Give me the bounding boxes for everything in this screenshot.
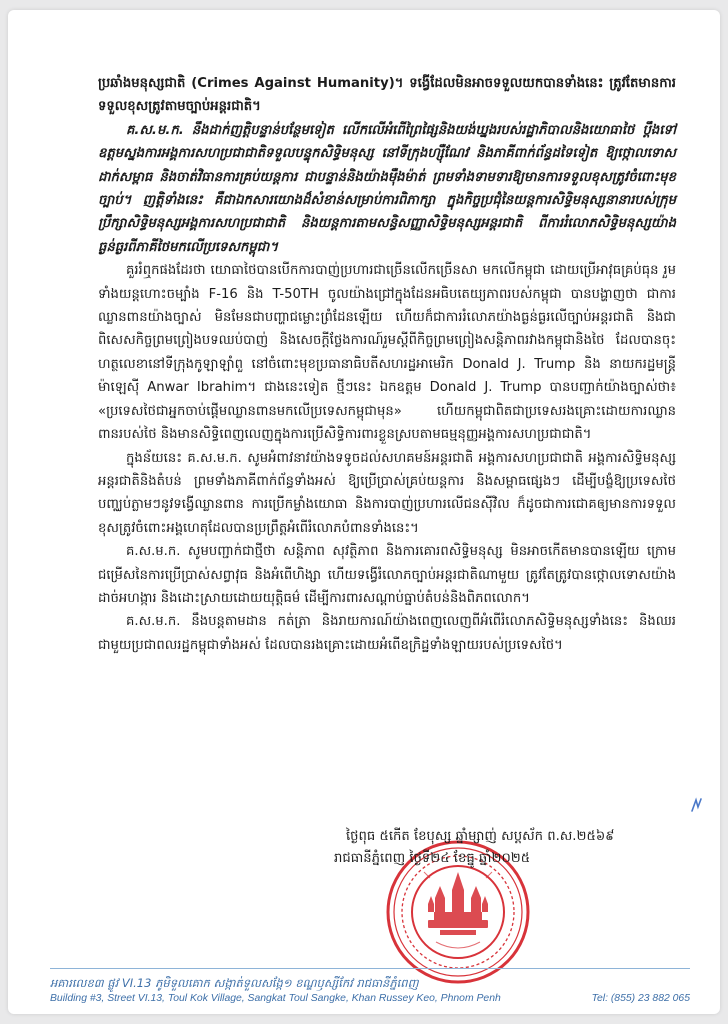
paragraph-intro: ប្រឆាំងមនុស្សជាតិ (Crimes Against Humanity)។ ទង្វើដែលមិនអាចទទួលយកបានទាំងនេះ ត្រូវតែមានការទទួលខុសត្រូវតាមច្បាប់អន្តរជាតិ។ (98, 76, 676, 115)
date-block (334, 826, 684, 870)
paragraph-monitoring: គ.ស.ម.ក. នឹងបន្តតាមដាន កត់ត្រា និងរាយការណ៍យ៉ាងពេញលេញពីអំពើរំលោភសិទ្ធិមនុស្សទាំងនេះ និងឈរជាមួយប្រជាពលរដ្ឋកម្ពុជាទាំងអស់ ដែលបានរងគ្រោះដោយអំពើឧក្រិដ្ឋទាំងឡាយរបស់ប្រទេសថៃ។ (98, 614, 676, 653)
footer-contact-row (50, 991, 690, 1009)
paragraph-reaffirm: គ.ស.ម.ក. សូមបញ្ជាក់ជាថ្មីថា សន្តិភាព សុវត្ថិភាព និងការគោរពសិទ្ធិមនុស្ស មិនអាចកើតមានបានឡើយ ក្រោមជម្រើសនៃការប្រើប្រាស់សព្វាវុធ និងអំពើហិង្សា ហើយទង្វើរំលោភច្បាប់អន្តរជាតិណាមួយ ត្រូវតែត្រូវបានថ្កោលទោសយ៉ាងដាច់អហង្ការ និងដោះស្រាយដោយយុត្តិធម៌ ដើម្បីការពារសណ្ដាប់ធ្នាប់តំបន់និងពិភពលោក។ (98, 544, 676, 606)
paragraph-military-attacks: គួររំឮកផងដែរថា យោធាថៃបានបើកការបាញ់ប្រហារជាច្រើនលើកច្រើនសា មកលើកម្ពុជា ដោយប្រើអាវុធគ្រប់ធុន រួមទាំងយន្តហោះចម្បាំង F-16 និង T-50TH ចូលយ៉ាងជ្រៅក្នុងដែនអធិបតេយ្យភាពរបស់កម្ពុជា បានបង្ហាញថា ជាការឈ្លានពានយ៉ាងច្បាស់ មិនមែនជាបញ្ហាជម្លោះព្រំដែនឡើយ ហើយក៏ជាការរំលោភយ៉ាងធ្ងន់ធ្ងរលើច្បាប់អន្តរជាតិ និងជាពិសេសកិច្ចព្រមព្រៀងបទឈប់បាញ់ និងសេចក្ដីថ្លែងការណ៍រួមស្ដីពីកិច្ចព្រមព្រៀងសន្តិភាពរវាងកម្ពុជានិងថៃ ដែលបានចុះហត្ថលេខានៅទីក្រុងកូឡាឡាំពួ នៅចំពោះមុខប្រធានាធិបតីសហរដ្ឋអាមេរិក Donald J. Trump និង នាយករដ្ឋមន្ត្រីម៉ាឡេស៊ី Anwar Ibrahim។ ជាងនេះទៀត ថ្មីៗនេះ ឯកឧត្តម Donald J. Trump បានបញ្ជាក់យ៉ាងច្បាស់ថា៖ «ប្រទេសថៃជាអ្នកចាប់ផ្ដើមឈ្លានពានមកលើប្រទេសកម្ពុជាមុន» ហើយកម្ពុជាពិតជាប្រទេសរងគ្រោះដោយការឈ្លានពានរបស់ថៃ និងមានសិទ្ធិពេញលេញក្នុងការប្រើសិទ្ធិការពារខ្លួនស្របតាមធម្មនុញ្ញអង្គការសហប្រជាជាតិ។ (98, 263, 676, 443)
footer-telephone: Tel: (855) 23 882 065 (591, 993, 690, 1004)
paragraph-petition: គ.ស.ម.ក. នឹងដាក់ញត្តិបន្ទាន់បន្ថែមទៀត លើកលើអំពើព្រៃផ្សៃនិងយង់ឃ្នងរបស់រដ្ឋាភិបាលនិងយោធាថៃ ប្ដឹងទៅឧត្ដមស្នងការអង្គការសហប្រជាជាតិទទួលបន្ទុកសិទ្ធិមនុស្ស នៅទីក្រុងហ្ស៊ឺណែវ និងភាគីពាក់ព័ន្ធដទៃទៀត ឱ្យថ្កោលទោស ដាក់សម្ពាធ និងចាត់វិធានការគ្រប់យន្តការ ជាបន្ទាន់និងយ៉ាងម៉ឺងម៉ាត់ ព្រមទាំងទាមទារឱ្យមានការទទួលខុសត្រូវចំពោះមុខច្បាប់។ ញត្តិទាំងនេះ គឺជាឯកសារយោងដ៏សំខាន់សម្រាប់ការពិភាក្សា ក្នុងកិច្ចប្រជុំនៃយន្តការសិទ្ធិមនុស្សនានារបស់ក្រុមប្រឹក្សាសិទ្ធិមនុស្សអង្គការសហប្រជាជាតិ និងយន្តការតាមសន្ធិសញ្ញាសិទ្ធិមនុស្សអន្តរជាតិ ពីការរំលោភសិទ្ធិមនុស្សយ៉ាងធ្ងន់ធ្ងរពីភាគីថៃមកលើប្រទេសកម្ពុជា។ (98, 122, 676, 255)
document-body (98, 72, 676, 657)
letterhead-footer (50, 968, 690, 1009)
footer-address-english: Building #3, Street VI.13, Toul Kok Village, Sangkat Toul Sangke, Khan Russey Keo, Phnom Penh (50, 993, 501, 1004)
pen-mark-icon (690, 797, 704, 813)
paragraph-appeal: ក្នុងន័យនេះ គ.ស.ម.ក. សូមអំពាវនាវយ៉ាងទទូចដល់សហគមន៍អន្តរជាតិ អង្គការសហប្រជាជាតិ អង្គការសិទ្ធិមនុស្សអន្តរជាតិនិងតំបន់ ព្រមទាំងភាគីពាក់ព័ន្ធទាំងអស់ ឱ្យប្រើប្រាស់គ្រប់យន្តការ និងសម្ពាធផ្សេងៗ ដើម្បីបង្ខំឱ្យប្រទេសថៃបញ្ឈប់ភ្លាមៗនូវទង្វើឈ្លានពាន ការប្រើកម្លាំងយោធា និងការបាញ់ប្រហារលើជនស៊ីវិល ក៏ដូចជាការជោគឲ្យមានការទទួលខុសត្រូវចំពោះអង្គហេតុដែលបានប្រព្រឹត្តអំពើរំលោភបំពានទាំងនេះ។ (98, 450, 676, 536)
solar-date: រាជធានីភ្នំពេញ ថ្ងៃទី២៤ ខែធ្នូ ឆ្នាំ២០២៥ (334, 851, 531, 866)
footer-address-khmer: អគារលេខ៣ ផ្លូវ VI.13 ភូមិទួលគោក សង្កាត់ទួលសង្កែ១ ខណ្ឌឫស្សីកែវ រាជធានីភ្នំពេញ (50, 976, 419, 990)
document-page (8, 10, 720, 1014)
lunar-date: ថ្ងៃពុធ ៥កើត ខែបុស្ស ឆ្នាំម្សាញ់ សប្ដស័ក ព.ស.២៥៦៩ (346, 829, 615, 844)
